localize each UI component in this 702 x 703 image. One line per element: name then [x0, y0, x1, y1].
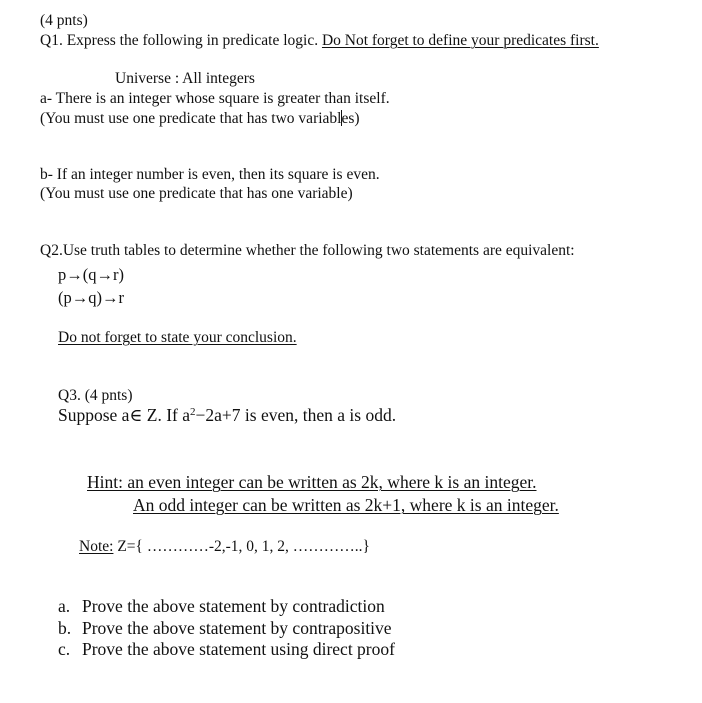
q3-task-a — [58, 598, 385, 616]
q1-part-a-note-text-1: (You must use one predicate that has two variabl — [40, 110, 342, 127]
q2-conclusion-note: Do not forget to state your conclusion. — [58, 329, 297, 346]
q3-hint-line-1: Hint: an even integer can be written as 2k, where k is an integer. — [87, 472, 537, 492]
q3-hint-line-2: An odd integer can be written as 2k+1, where k is an integer. — [133, 495, 559, 515]
q1-part-b-statement: b- If an integer number is even, then its square is even. — [40, 166, 380, 183]
q3-task-c-text: Prove the above statement using direct proof — [82, 639, 395, 659]
q1-prompt: Q1. Express the following in predicate logic. — [40, 32, 319, 49]
q3-statement-part-1: Suppose a∈ Z. If a — [58, 405, 191, 425]
q1-instruction: Do Not forget to define your predicates first. — [321, 32, 599, 49]
q1-part-a-note-text-2: es) — [341, 110, 360, 127]
q3-note-value: Z={ …………-2,-1, 0, 1, 2, …………..} — [113, 538, 370, 555]
q1-part-b-note: (You must use one predicate that has one variable) — [40, 185, 353, 202]
q3-statement — [58, 407, 396, 425]
q3-header: Q3. (4 pnts) — [58, 387, 133, 404]
q2-statement-1: p→(q→r) — [58, 265, 124, 284]
q1-universe: Universe : All integers — [115, 70, 255, 87]
q1-part-a-note — [40, 110, 360, 127]
q1-heading — [40, 33, 599, 49]
q1-points: (4 pnts) — [40, 12, 88, 29]
q3-task-a-text: Prove the above statement by contradiction — [82, 596, 385, 616]
q3-task-c — [58, 641, 395, 659]
q2-prompt: Q2.Use truth tables to determine whether the following two statements are equivalent: — [40, 242, 575, 259]
q3-task-b-text: Prove the above statement by contrapositive — [82, 618, 392, 638]
q3-task-b — [58, 620, 392, 638]
q3-note — [79, 539, 370, 555]
q3-statement-superscript: 2 — [190, 406, 196, 418]
q2-statement-2: (p→q)→r — [58, 288, 124, 307]
q3-task-c-marker: c. — [58, 639, 71, 659]
q3-note-label: Note: — [79, 538, 114, 555]
q3-task-b-marker: b. — [58, 618, 72, 638]
q1-part-a-statement: a- There is an integer whose square is greater than itself. — [40, 90, 390, 107]
q3-statement-part-2: −2a+7 is even, then a is odd. — [195, 405, 397, 425]
q3-task-a-marker: a. — [58, 596, 71, 616]
